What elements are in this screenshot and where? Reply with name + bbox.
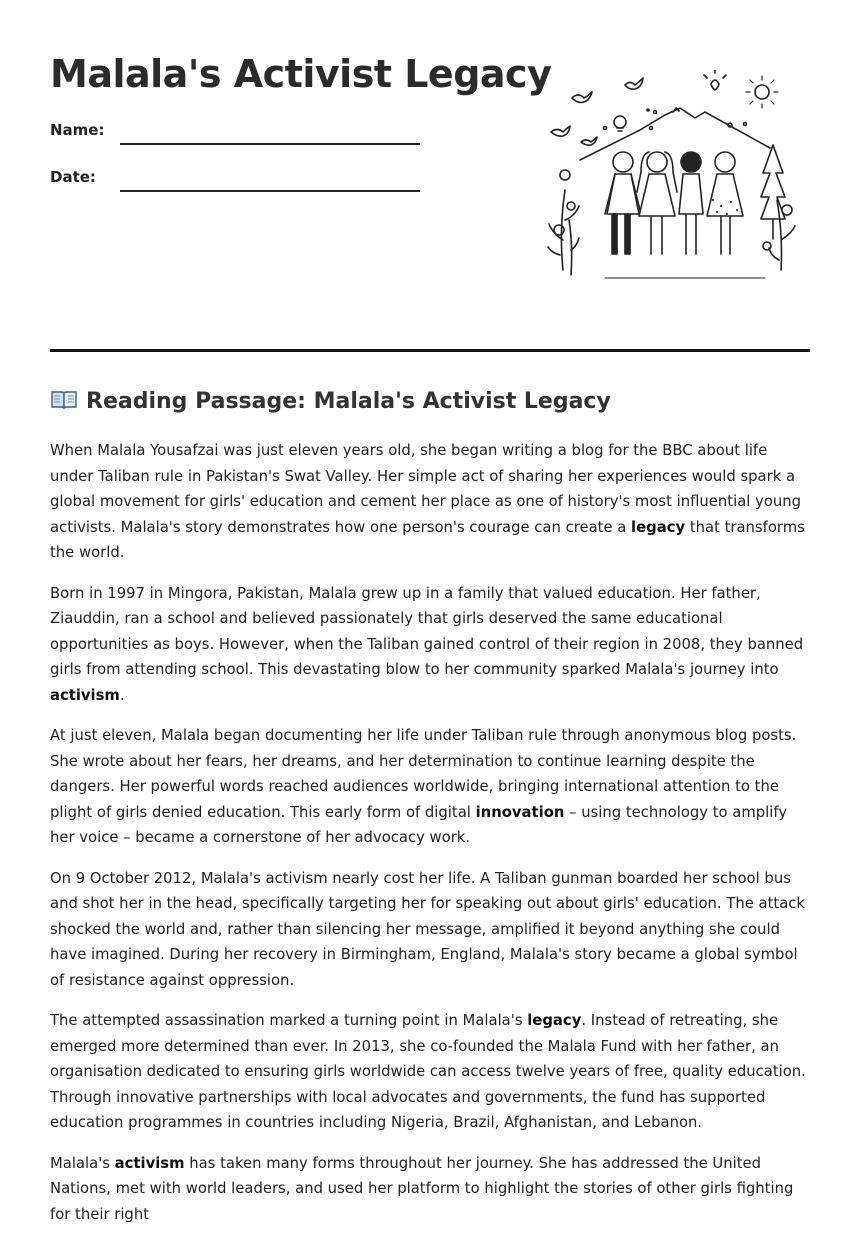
name-input-line[interactable] — [120, 143, 420, 145]
vocabulary-term: legacy — [527, 1012, 582, 1029]
vocabulary-term: activism — [50, 686, 120, 704]
passage-text: Born in 1997 in Mingora, Pakistan, Malala grew up in a family that valued education. Her father, Ziauddin, ran a school and believed passionately that girls deserved the same educational opportunities as boys. However, when the Taliban gained control of their region in 2008, they banned girls from attending school. This devastating blow to her community sparked Malala's journey into — [50, 584, 804, 678]
passage-text: . Instead of retreating, she emerged more determined than ever. In 2013, she co-founded the Malala Fund with her father, an organisation dedicated to ensuring girls worldwide can access twelve years of free, quality education. Through innovative partnerships with local advocates and governments, the fund has supported education programmes in countries including Nigeria, Brazil, Afghanistan, and Lebanon. — [50, 1012, 806, 1131]
passage-paragraph — [50, 581, 810, 709]
passage-text: On 9 October 2012, Malala's activism nearly cost her life. A Taliban gunman boarded her school bus and shot her in the head, specifically targeting her for speaking out about girls' education. The attack shocked the world and, rather than silencing her message, amplified it beyond anything she could have imagined. During her recovery in Birmingham, England, Malala's story became a global symbol of resistance against oppression. — [50, 869, 805, 989]
passage-paragraph — [50, 866, 810, 994]
vocabulary-term: activism — [114, 1154, 185, 1172]
book-icon — [50, 389, 78, 411]
vocabulary-term: innovation — [475, 803, 565, 821]
girls-under-mountain-illustration — [545, 70, 805, 290]
header-divider — [50, 349, 810, 352]
passage-paragraph — [50, 1008, 810, 1136]
date-input-line[interactable] — [120, 190, 420, 192]
passage-text: At just eleven, Malala began documenting her life under Taliban rule through anonymous blog posts. She wrote about her fears, her dreams, and her determination to continue learning despite the dangers. Her powerful words reached audiences worldwide, bringing international attention to the plight of girls denied education. This early form of digital — [50, 727, 797, 821]
passage-text: The attempted assassination marked a turning point in Malala's — [50, 1012, 528, 1029]
date-field — [50, 168, 420, 198]
passage-paragraph — [50, 723, 810, 851]
passage-paragraph — [50, 1151, 810, 1228]
name-label: Name: — [50, 121, 105, 139]
section-heading — [50, 389, 611, 414]
passage-paragraph — [50, 438, 810, 566]
passage-text: has taken many forms throughout her journey. She has addressed the United Nations, met with world leaders, and used her platform to highlight the stories of other girls fighting for their right — [50, 1154, 794, 1223]
passage-text: that transforms the world. — [50, 518, 805, 561]
vocabulary-term: legacy — [631, 518, 686, 536]
passage-text: When Malala Yousafzai was just eleven years old, she began writing a blog for the BBC about life under Taliban rule in Pakistan's Swat Valley. Her simple act of sharing her experiences would spark a global movement for girls' education and cement her place as one of history's most influential young activists. Malala's story demonstrates how one person's courage can create a — [50, 442, 802, 536]
name-field — [50, 121, 420, 151]
reading-passage — [50, 438, 810, 1242]
passage-text: – using technology to amplify her voice – became a cornerstone of her advocacy work. — [50, 803, 788, 846]
section-title: Reading Passage: Malala's Activist Legacy — [86, 389, 611, 414]
passage-text: Malala's — [50, 1154, 115, 1172]
page-title: Malala's Activist Legacy — [50, 52, 552, 96]
passage-text: . — [119, 686, 125, 704]
date-label: Date: — [50, 168, 96, 186]
